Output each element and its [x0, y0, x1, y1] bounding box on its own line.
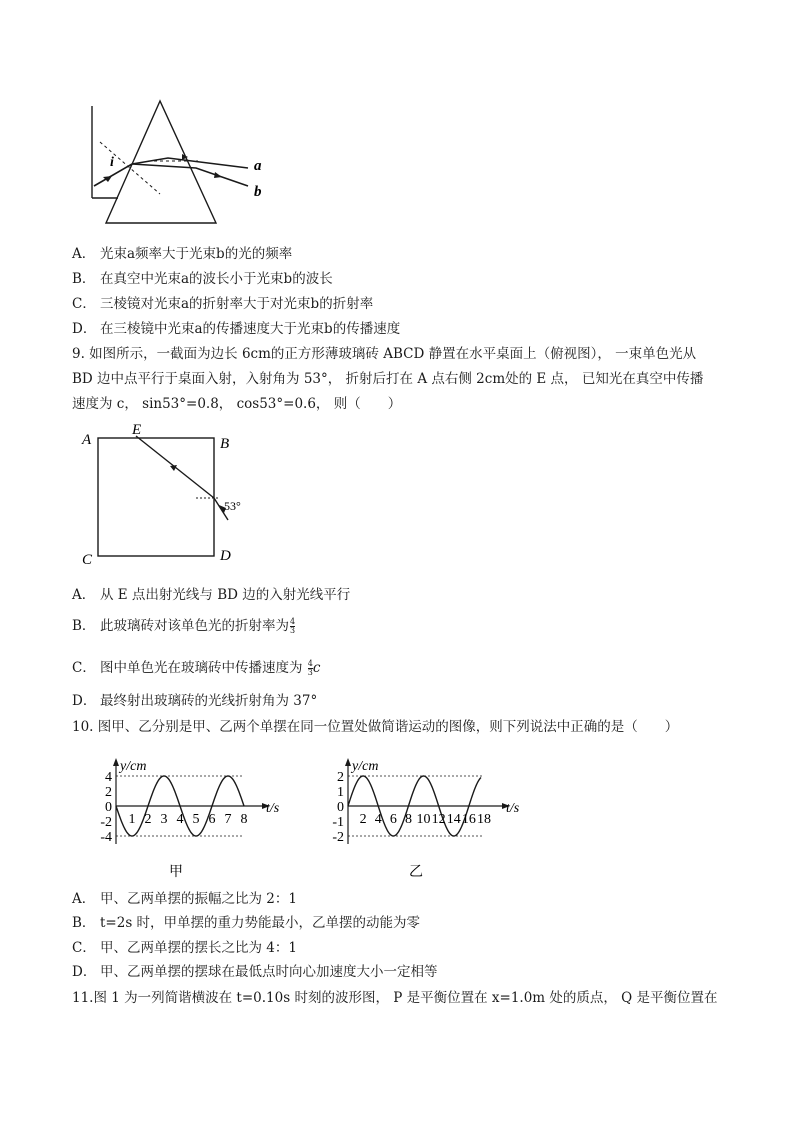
- label-A: A: [82, 432, 92, 448]
- q11-stem: 11.图 1 为一列简谐横波在 t=0.10s 时刻的波形图， P 是平衡位置在 x=1.0m 处的质点， Q 是平衡位置在: [72, 990, 718, 1006]
- y-tick-label: -2: [332, 830, 344, 845]
- label-i: i: [110, 155, 114, 170]
- y-axis-label: y/cm: [352, 759, 379, 774]
- graph-caption: 甲: [169, 865, 183, 880]
- label-b: b: [254, 184, 262, 200]
- prism-figure: [88, 98, 278, 228]
- q9-option-c[interactable]: C． 图中单色光在玻璃砖中传播速度为 $\frac{4}{3}$ c: [72, 659, 321, 677]
- x-tick-label: 6: [208, 812, 216, 827]
- x-tick-label: 8: [404, 812, 412, 827]
- x-tick-label: 5: [192, 812, 200, 827]
- q9-option-b[interactable]: B． 此玻璃砖对该单色光的折射率为 $\frac{4}{3}$: [72, 617, 296, 635]
- y-tick-label: -4: [100, 830, 112, 845]
- q9-option-a[interactable]: A． 从 E 点出射光线与 BD 边的入射光线平行: [72, 587, 351, 603]
- x-tick-label: 7: [224, 812, 232, 827]
- y-axis-arrow: [113, 758, 119, 766]
- x-tick-label: 4: [176, 812, 184, 827]
- q10-option-a[interactable]: A． 甲、乙两单摆的振幅之比为 2：1: [72, 891, 297, 907]
- x-tick-label: 16: [461, 812, 476, 827]
- q8-option-b[interactable]: B． 在真空中光束a的波长小于光束b的波长: [72, 271, 333, 287]
- y-tick-label: 2: [105, 785, 112, 800]
- angle-label: 53°: [224, 499, 241, 513]
- graph-jia: [88, 748, 288, 883]
- x-tick-label: 2: [144, 812, 152, 827]
- x-tick-label: 12: [431, 812, 446, 827]
- x-axis-label: t/s: [506, 801, 520, 816]
- q9-stem-line1: 9. 如图所示，一截面为边长 6cm的正方形薄玻璃砖 ABCD 静置在水平桌面上（俯视图）， 一束单色光从: [72, 346, 697, 362]
- q8-option-a[interactable]: A． 光束a频率大于光束b的光的频率: [72, 246, 293, 262]
- label-C: C: [82, 552, 93, 568]
- q10-stem: 10. 图甲、乙分别是甲、乙两个单摆在同一位置处做简谐运动的图像，则下列说法中正确的是（ ）: [72, 719, 679, 735]
- label-B: B: [220, 436, 230, 452]
- q10-option-c[interactable]: C． 甲、乙两单摆的摆长之比为 4：1: [72, 940, 297, 956]
- x-tick-label: 6: [389, 812, 397, 827]
- label-a: a: [254, 158, 262, 174]
- y-axis-label: y/cm: [120, 759, 147, 774]
- y-axis-arrow: [345, 758, 351, 766]
- y-tick-label: 0: [105, 800, 112, 815]
- y-tick-label: 0: [337, 800, 344, 815]
- ray-b: [132, 164, 248, 186]
- x-tick-label: 1: [128, 812, 136, 827]
- x-axis-label: t/s: [266, 801, 280, 816]
- x-tick-label: 10: [416, 812, 431, 827]
- label-D: D: [220, 548, 231, 564]
- x-tick-label: 2: [359, 812, 367, 827]
- x-tick-label: 4: [374, 812, 382, 827]
- y-tick-label: -2: [100, 815, 112, 830]
- label-E: E: [132, 422, 142, 438]
- graph-caption: 乙: [409, 865, 423, 880]
- q10-option-d[interactable]: D． 甲、乙两单摆的摆球在最低点时向心加速度大小一定相等: [72, 964, 438, 980]
- q8-option-c[interactable]: C． 三棱镜对光束a的折射率大于对光束b的折射率: [72, 296, 374, 312]
- y-tick-label: 4: [105, 770, 112, 785]
- x-tick-label: 3: [160, 812, 168, 827]
- fraction-4-3: $\frac{4}{3}$: [290, 617, 296, 635]
- y-tick-label: 1: [337, 785, 344, 800]
- y-tick-label: -1: [332, 815, 344, 830]
- q9-option-d[interactable]: D． 最终射出玻璃砖的光线折射角为 37°: [72, 693, 318, 709]
- glass-brick-figure: [78, 422, 268, 572]
- graph-yi: [318, 748, 540, 883]
- x-tick-label: 18: [477, 812, 491, 827]
- x-tick-label: 14: [446, 812, 461, 827]
- q9-stem-line3: 速度为 c， sin53°=0.8， cos53°=0.6， 则（ ）: [72, 396, 402, 412]
- y-tick-label: 2: [337, 770, 344, 785]
- q10-option-b[interactable]: B． t=2s 时，甲单摆的重力势能最小，乙单摆的动能为零: [72, 915, 421, 931]
- fraction-4-3: $\frac{4}{3}$: [307, 659, 313, 677]
- square-abcd: [98, 438, 214, 556]
- x-tick-label: 8: [240, 812, 248, 827]
- q9-stem-line2: BD 边中点平行于桌面入射，入射角为 53°， 折射后打在 A 点右侧 2cm处的 E 点， 已知光在真空中传播: [72, 371, 704, 387]
- q8-option-d[interactable]: D． 在三棱镜中光束a的传播速度大于光束b的传播速度: [72, 321, 401, 337]
